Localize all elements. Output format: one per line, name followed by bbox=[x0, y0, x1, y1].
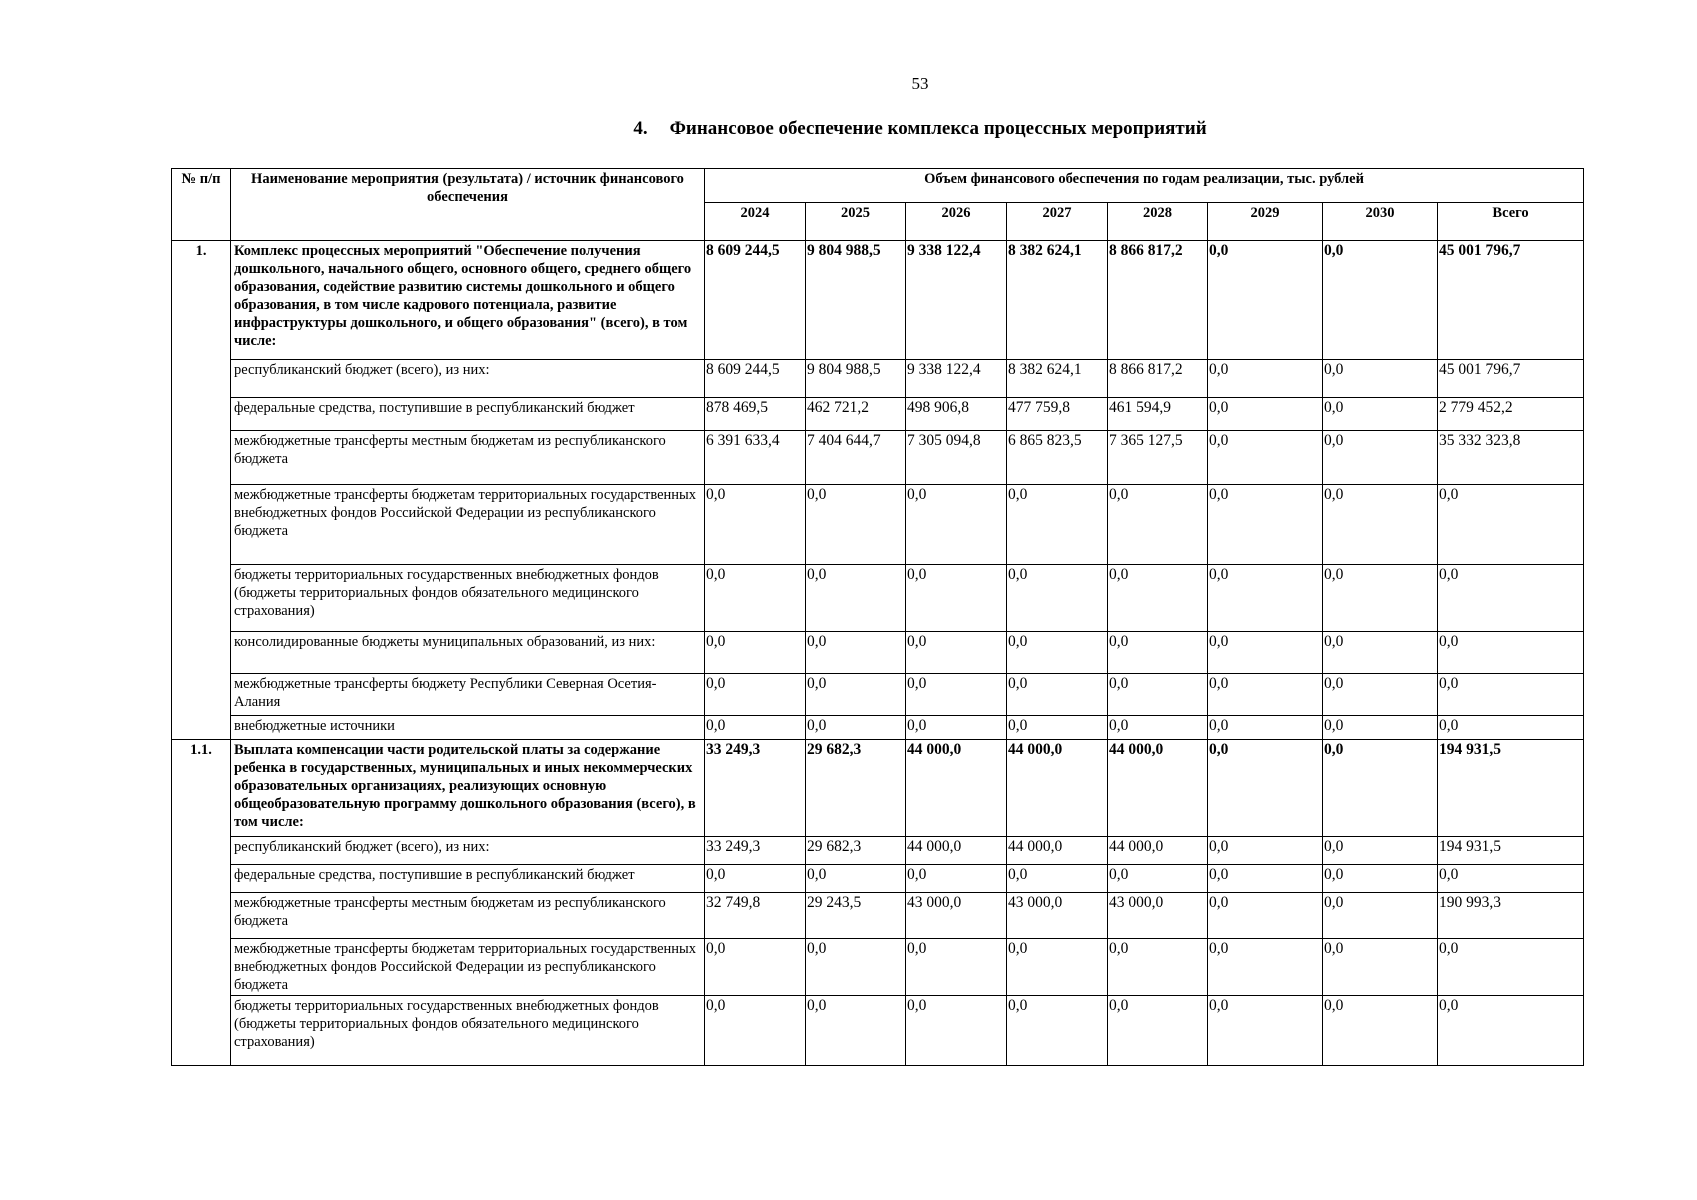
row-name: внебюджетные источники bbox=[231, 716, 705, 740]
value-cell: 0,0 bbox=[1108, 939, 1208, 996]
value-cell: 0,0 bbox=[1323, 485, 1438, 565]
value-cell: 8 866 817,2 bbox=[1108, 241, 1208, 360]
total-cell: 0,0 bbox=[1438, 865, 1584, 893]
value-cell: 0,0 bbox=[1007, 996, 1108, 1066]
value-cell: 0,0 bbox=[1007, 865, 1108, 893]
value-cell: 0,0 bbox=[1108, 632, 1208, 674]
value-cell: 9 338 122,4 bbox=[906, 241, 1007, 360]
value-cell: 7 365 127,5 bbox=[1108, 431, 1208, 485]
value-cell: 29 243,5 bbox=[806, 893, 906, 939]
total-cell: 2 779 452,2 bbox=[1438, 398, 1584, 431]
value-cell: 44 000,0 bbox=[1108, 837, 1208, 865]
value-cell: 0,0 bbox=[1323, 674, 1438, 716]
value-cell: 8 866 817,2 bbox=[1108, 360, 1208, 398]
value-cell: 0,0 bbox=[1108, 674, 1208, 716]
value-cell: 0,0 bbox=[705, 939, 806, 996]
header-num: № п/п bbox=[172, 169, 231, 241]
row-name: межбюджетные трансферты бюджетам территориальных государственных внебюджетных фондов Российской Федерации из республиканского бюджета bbox=[231, 939, 705, 996]
total-cell: 45 001 796,7 bbox=[1438, 241, 1584, 360]
header-year: 2024 bbox=[705, 203, 806, 241]
value-cell: 0,0 bbox=[1007, 674, 1108, 716]
value-cell: 0,0 bbox=[1323, 360, 1438, 398]
table-row bbox=[172, 674, 1584, 716]
row-name: республиканский бюджет (всего), из них: bbox=[231, 360, 705, 398]
value-cell: 0,0 bbox=[705, 716, 806, 740]
header-total: Всего bbox=[1438, 203, 1584, 241]
total-cell: 45 001 796,7 bbox=[1438, 360, 1584, 398]
value-cell: 0,0 bbox=[806, 716, 906, 740]
value-cell: 0,0 bbox=[1208, 398, 1323, 431]
value-cell: 8 609 244,5 bbox=[705, 360, 806, 398]
row-name: республиканский бюджет (всего), из них: bbox=[231, 837, 705, 865]
value-cell: 0,0 bbox=[1208, 632, 1323, 674]
table-row bbox=[172, 431, 1584, 485]
value-cell: 0,0 bbox=[1007, 632, 1108, 674]
document-title bbox=[0, 118, 1697, 140]
value-cell: 0,0 bbox=[1208, 740, 1323, 837]
row-name: Комплекс процессных мероприятий "Обеспечение получения дошкольного, начального общего, основного общего, среднего общего образования, содействие развитию системы дошкольного и общего образования, в том числе кадрового потенциала, развитие инфраструктуры дошкольного, и общего образования" (всего), в том числе: bbox=[231, 241, 705, 360]
value-cell: 0,0 bbox=[1007, 716, 1108, 740]
value-cell: 0,0 bbox=[806, 485, 906, 565]
value-cell: 0,0 bbox=[1208, 865, 1323, 893]
value-cell: 0,0 bbox=[906, 565, 1007, 632]
table-row bbox=[172, 241, 1584, 360]
value-cell: 0,0 bbox=[1108, 565, 1208, 632]
total-cell: 194 931,5 bbox=[1438, 740, 1584, 837]
value-cell: 9 804 988,5 bbox=[806, 360, 906, 398]
value-cell: 0,0 bbox=[1208, 485, 1323, 565]
table-row bbox=[172, 716, 1584, 740]
value-cell: 0,0 bbox=[1108, 485, 1208, 565]
value-cell: 0,0 bbox=[906, 485, 1007, 565]
row-name: консолидированные бюджеты муниципальных образований, из них: bbox=[231, 632, 705, 674]
row-name: межбюджетные трансферты местным бюджетам из республиканского бюджета bbox=[231, 893, 705, 939]
value-cell: 32 749,8 bbox=[705, 893, 806, 939]
value-cell: 0,0 bbox=[1208, 716, 1323, 740]
value-cell: 7 404 644,7 bbox=[806, 431, 906, 485]
value-cell: 0,0 bbox=[1323, 865, 1438, 893]
total-cell: 0,0 bbox=[1438, 716, 1584, 740]
value-cell: 33 249,3 bbox=[705, 837, 806, 865]
value-cell: 0,0 bbox=[1208, 893, 1323, 939]
row-name: межбюджетные трансферты бюджетам территориальных государственных внебюджетных фондов Российской Федерации из республиканского бюджета bbox=[231, 485, 705, 565]
value-cell: 0,0 bbox=[1208, 565, 1323, 632]
value-cell: 0,0 bbox=[806, 632, 906, 674]
value-cell: 29 682,3 bbox=[806, 837, 906, 865]
value-cell: 0,0 bbox=[806, 996, 906, 1066]
header-year: 2026 bbox=[906, 203, 1007, 241]
value-cell: 0,0 bbox=[1323, 716, 1438, 740]
row-name: Выплата компенсации части родительской платы за содержание ребенка в государственных, муниципальных и иных некоммерческих образовательных организациях, реализующих основную общеобразовательную программу дошкольного образования (всего), в том числе: bbox=[231, 740, 705, 837]
value-cell: 0,0 bbox=[1108, 996, 1208, 1066]
header-year: 2027 bbox=[1007, 203, 1108, 241]
financing-table bbox=[171, 168, 1584, 1066]
header-year: 2025 bbox=[806, 203, 906, 241]
value-cell: 0,0 bbox=[705, 485, 806, 565]
value-cell: 44 000,0 bbox=[1007, 740, 1108, 837]
table-row bbox=[172, 865, 1584, 893]
table-row bbox=[172, 893, 1584, 939]
value-cell: 0,0 bbox=[1208, 241, 1323, 360]
table-row bbox=[172, 837, 1584, 865]
value-cell: 0,0 bbox=[705, 632, 806, 674]
value-cell: 0,0 bbox=[1323, 837, 1438, 865]
row-name: бюджеты территориальных государственных внебюджетных фондов (бюджеты территориальных фондов обязательного медицинского страхования) bbox=[231, 996, 705, 1066]
value-cell: 0,0 bbox=[906, 939, 1007, 996]
value-cell: 0,0 bbox=[1208, 837, 1323, 865]
header-year: 2028 bbox=[1108, 203, 1208, 241]
row-number: 1.1. bbox=[172, 740, 231, 1066]
value-cell: 0,0 bbox=[1007, 939, 1108, 996]
value-cell: 498 906,8 bbox=[906, 398, 1007, 431]
value-cell: 461 594,9 bbox=[1108, 398, 1208, 431]
value-cell: 6 391 633,4 bbox=[705, 431, 806, 485]
value-cell: 33 249,3 bbox=[705, 740, 806, 837]
table-row bbox=[172, 939, 1584, 996]
total-cell: 194 931,5 bbox=[1438, 837, 1584, 865]
total-cell: 190 993,3 bbox=[1438, 893, 1584, 939]
value-cell: 0,0 bbox=[705, 674, 806, 716]
value-cell: 0,0 bbox=[705, 996, 806, 1066]
value-cell: 0,0 bbox=[1007, 485, 1108, 565]
value-cell: 0,0 bbox=[1323, 565, 1438, 632]
value-cell: 7 305 094,8 bbox=[906, 431, 1007, 485]
value-cell: 0,0 bbox=[806, 674, 906, 716]
value-cell: 43 000,0 bbox=[906, 893, 1007, 939]
header-name: Наименование мероприятия (результата) / источник финансового обеспечения bbox=[231, 169, 705, 241]
value-cell: 0,0 bbox=[1323, 632, 1438, 674]
value-cell: 0,0 bbox=[806, 865, 906, 893]
header-year: 2029 bbox=[1208, 203, 1323, 241]
total-cell: 0,0 bbox=[1438, 674, 1584, 716]
row-name: межбюджетные трансферты бюджету Республики Северная Осетия-Алания bbox=[231, 674, 705, 716]
table-row bbox=[172, 565, 1584, 632]
value-cell: 0,0 bbox=[806, 939, 906, 996]
table-row bbox=[172, 398, 1584, 431]
value-cell: 0,0 bbox=[1323, 241, 1438, 360]
row-name: межбюджетные трансферты местным бюджетам из республиканского бюджета bbox=[231, 431, 705, 485]
value-cell: 29 682,3 bbox=[806, 740, 906, 837]
value-cell: 44 000,0 bbox=[1007, 837, 1108, 865]
row-name: федеральные средства, поступившие в республиканский бюджет bbox=[231, 398, 705, 431]
value-cell: 0,0 bbox=[906, 865, 1007, 893]
value-cell: 44 000,0 bbox=[1108, 740, 1208, 837]
table-row bbox=[172, 740, 1584, 837]
value-cell: 8 382 624,1 bbox=[1007, 241, 1108, 360]
header-year: 2030 bbox=[1323, 203, 1438, 241]
value-cell: 9 338 122,4 bbox=[906, 360, 1007, 398]
total-cell: 0,0 bbox=[1438, 632, 1584, 674]
value-cell: 0,0 bbox=[1323, 939, 1438, 996]
table-row bbox=[172, 485, 1584, 565]
value-cell: 0,0 bbox=[906, 632, 1007, 674]
value-cell: 9 804 988,5 bbox=[806, 241, 906, 360]
value-cell: 0,0 bbox=[906, 674, 1007, 716]
value-cell: 477 759,8 bbox=[1007, 398, 1108, 431]
table-row bbox=[172, 632, 1584, 674]
value-cell: 0,0 bbox=[1208, 939, 1323, 996]
value-cell: 8 382 624,1 bbox=[1007, 360, 1108, 398]
value-cell: 462 721,2 bbox=[806, 398, 906, 431]
value-cell: 0,0 bbox=[806, 565, 906, 632]
total-cell: 0,0 bbox=[1438, 939, 1584, 996]
value-cell: 0,0 bbox=[1323, 996, 1438, 1066]
value-cell: 0,0 bbox=[1323, 431, 1438, 485]
value-cell: 0,0 bbox=[1007, 565, 1108, 632]
total-cell: 0,0 bbox=[1438, 996, 1584, 1066]
table-row bbox=[172, 360, 1584, 398]
value-cell: 43 000,0 bbox=[1108, 893, 1208, 939]
value-cell: 44 000,0 bbox=[906, 837, 1007, 865]
value-cell: 43 000,0 bbox=[1007, 893, 1108, 939]
value-cell: 8 609 244,5 bbox=[705, 241, 806, 360]
section-title: Финансовое обеспечение комплекса процессных мероприятий bbox=[669, 118, 1207, 139]
value-cell: 0,0 bbox=[705, 865, 806, 893]
value-cell: 0,0 bbox=[1208, 996, 1323, 1066]
value-cell: 0,0 bbox=[1208, 360, 1323, 398]
value-cell: 6 865 823,5 bbox=[1007, 431, 1108, 485]
table-row bbox=[172, 996, 1584, 1066]
total-cell: 35 332 323,8 bbox=[1438, 431, 1584, 485]
value-cell: 0,0 bbox=[1323, 740, 1438, 837]
value-cell: 0,0 bbox=[1208, 674, 1323, 716]
value-cell: 44 000,0 bbox=[906, 740, 1007, 837]
value-cell: 0,0 bbox=[906, 996, 1007, 1066]
page-number: 53 bbox=[911, 74, 929, 93]
row-name: бюджеты территориальных государственных внебюджетных фондов (бюджеты территориальных фондов обязательного медицинского страхования) bbox=[231, 565, 705, 632]
header-volume: Объем финансового обеспечения по годам реализации, тыс. рублей bbox=[705, 169, 1584, 203]
row-name: федеральные средства, поступившие в республиканский бюджет bbox=[231, 865, 705, 893]
total-cell: 0,0 bbox=[1438, 485, 1584, 565]
value-cell: 0,0 bbox=[906, 716, 1007, 740]
value-cell: 878 469,5 bbox=[705, 398, 806, 431]
value-cell: 0,0 bbox=[1208, 431, 1323, 485]
row-number: 1. bbox=[172, 241, 231, 740]
value-cell: 0,0 bbox=[1108, 865, 1208, 893]
value-cell: 0,0 bbox=[1108, 716, 1208, 740]
value-cell: 0,0 bbox=[1323, 893, 1438, 939]
value-cell: 0,0 bbox=[1323, 398, 1438, 431]
value-cell: 0,0 bbox=[705, 565, 806, 632]
section-number: 4. bbox=[633, 118, 648, 139]
total-cell: 0,0 bbox=[1438, 565, 1584, 632]
